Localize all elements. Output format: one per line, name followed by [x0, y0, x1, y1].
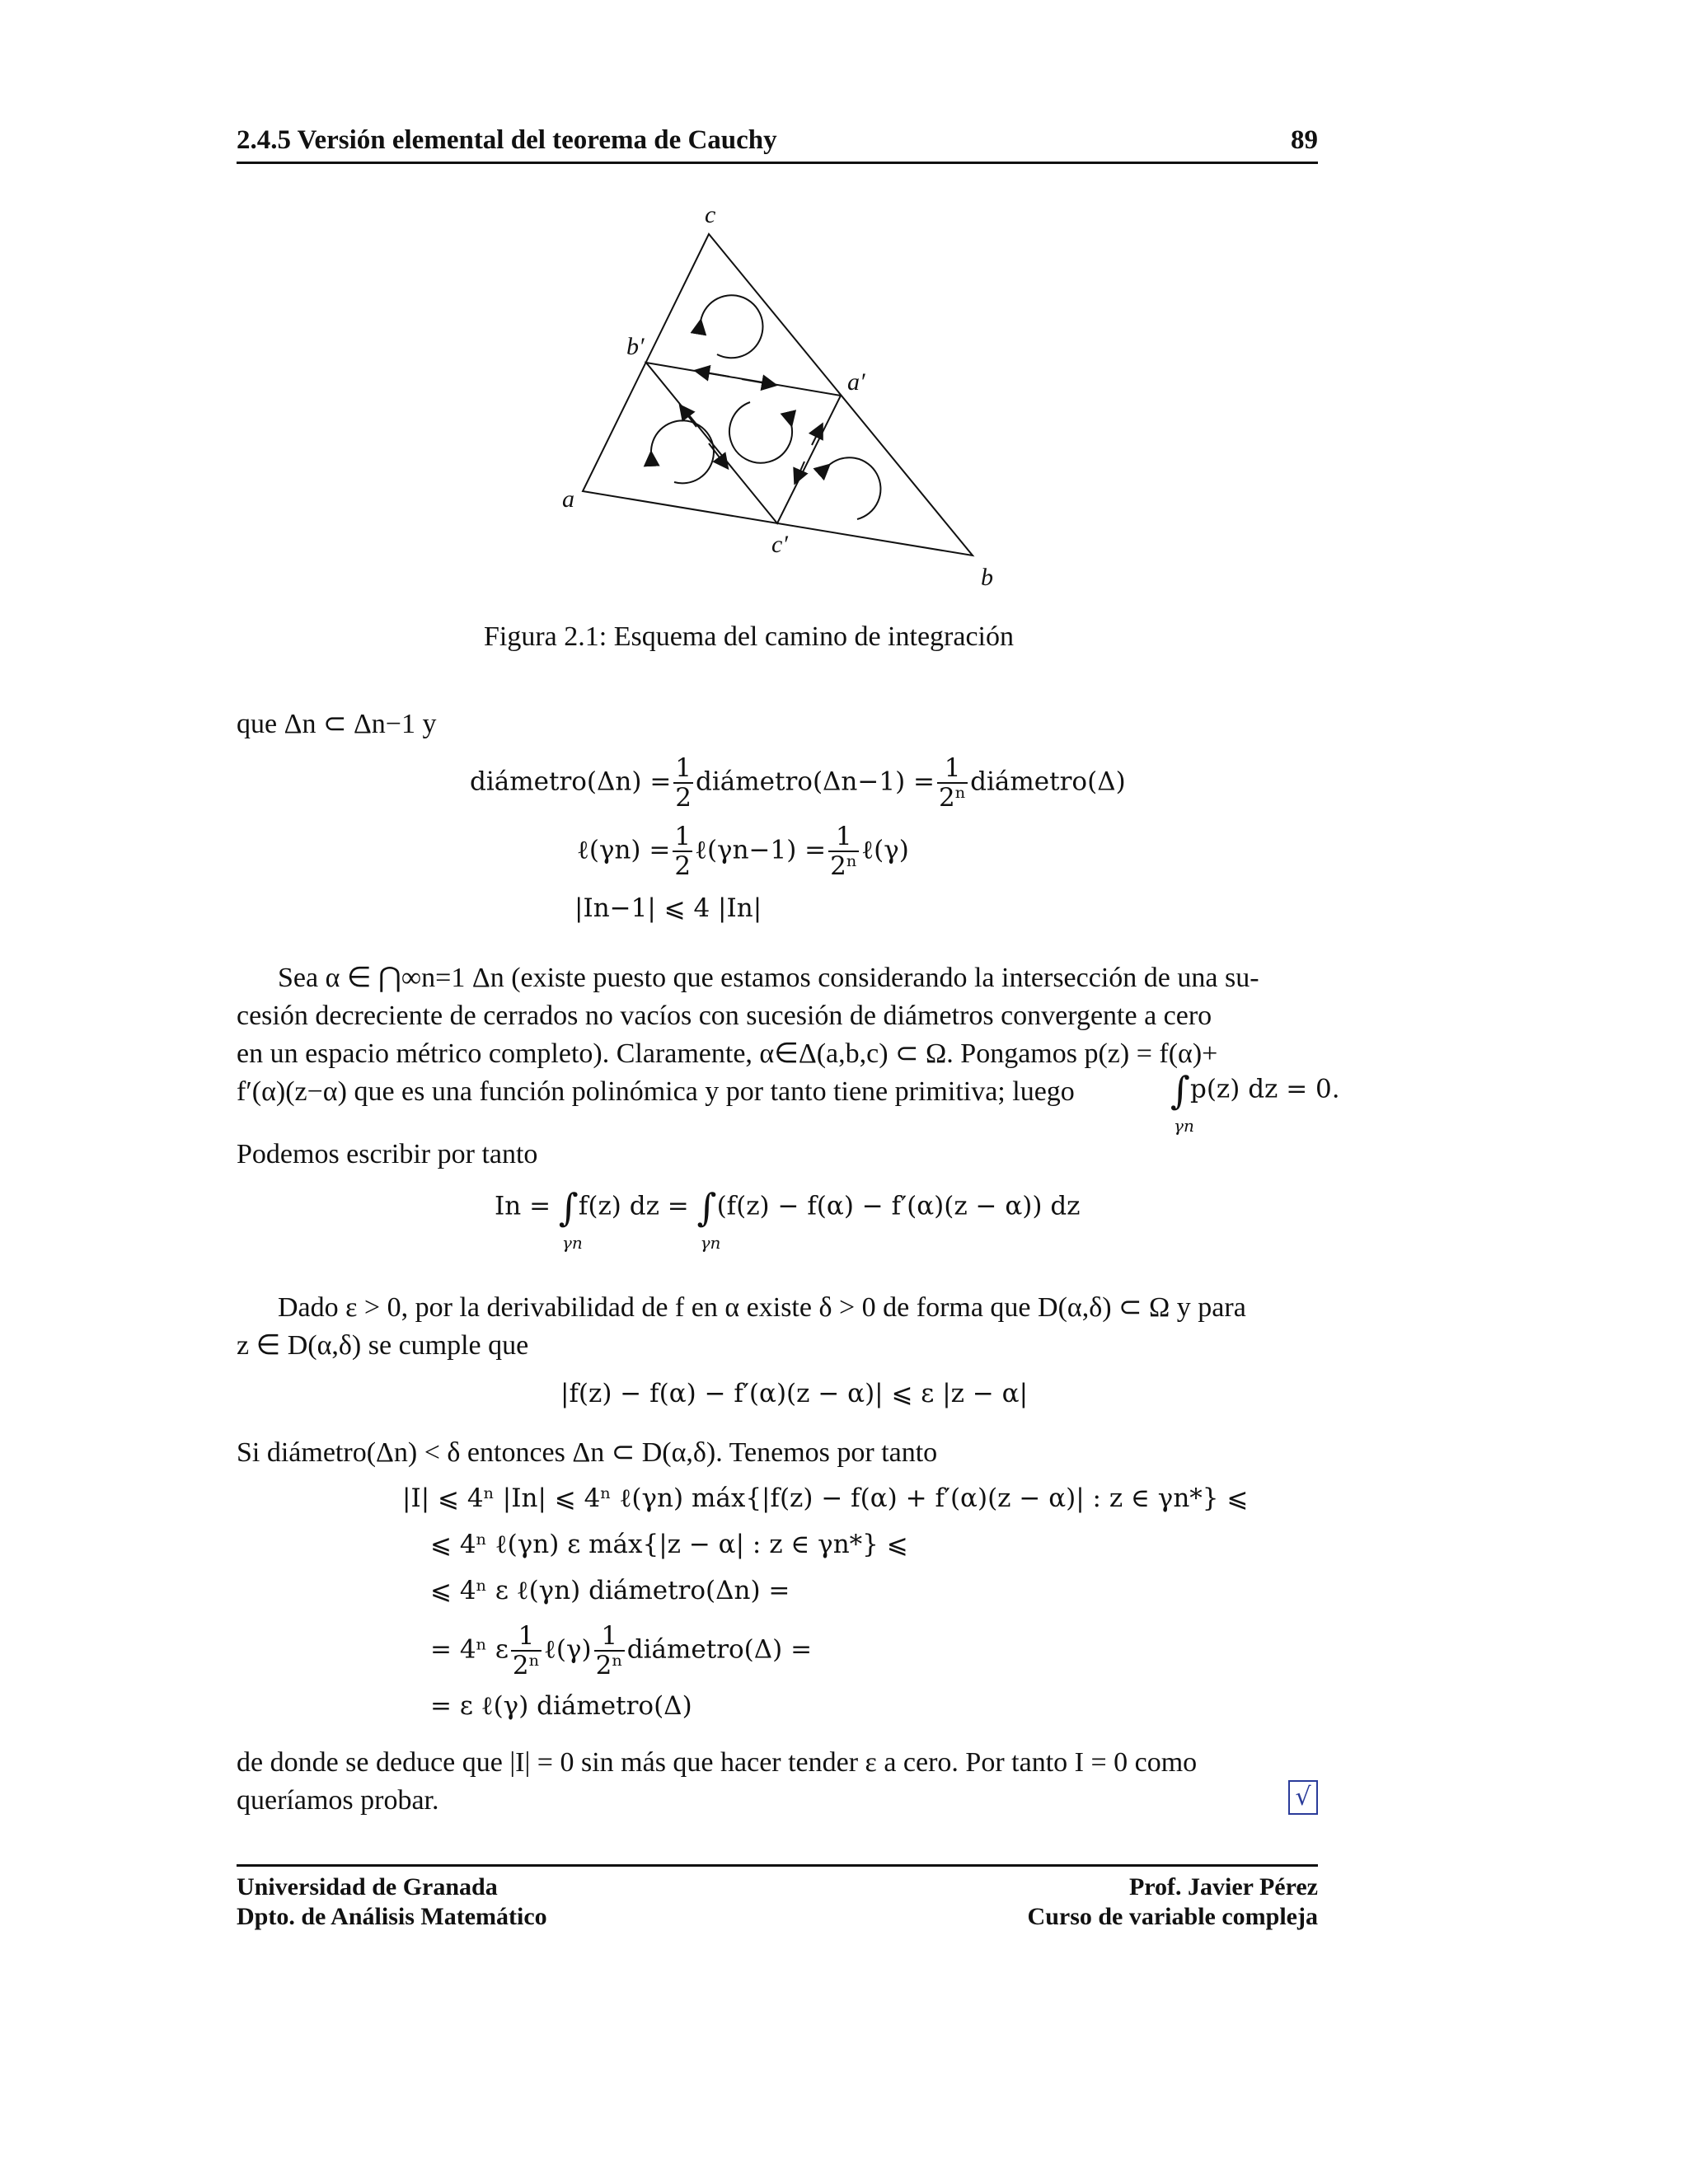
edge-arrow-left-1	[681, 406, 696, 427]
outer-triangle	[583, 234, 973, 555]
edge-arrow-top-1	[742, 379, 775, 385]
paragraph-line: en un espacio métrico completo). Claramente, α∈Δ(a,b,c) ⊂ Ω. Pongamos p(z) = f(α)+	[237, 1038, 1218, 1069]
triangle-diagram	[544, 198, 1022, 602]
chain-line-2: ⩽ 4ⁿ ℓ(γn) ε máx{|z − α| : z ∈ γn*} ⩽	[430, 1530, 908, 1559]
section-title: 2.4.5 Versión elemental del teorema de Cauchy	[237, 125, 777, 155]
footer-course: Curso de variable compleja	[1027, 1903, 1318, 1930]
inline-integral: ∫ γn p(z) dz = 0.	[1170, 1068, 1340, 1136]
figure-caption: Figura 2.1: Esquema del camino de integración	[484, 621, 1014, 652]
chain-line-4: = 4ⁿ ε $\frac{1}{\text{2ⁿ}}$ ℓ(γ) $\frac{1}{\text{2ⁿ}}$ diámetro(Δ) =	[430, 1621, 813, 1680]
paragraph-line: Dado ε > 0, por la derivabilidad de f en α existe δ > 0 de forma que D(α,δ) ⊂ Ω y para	[278, 1292, 1246, 1323]
final-line: queríamos probar.	[237, 1785, 439, 1816]
equation-length: ℓ(γn) = $\frac{1}{2}$ ℓ(γn−1) = $\frac{1}{\text{2ⁿ}}$ ℓ(γ)	[577, 822, 909, 881]
equation-integral-bound: |In−1| ⩽ 4 |In|	[574, 893, 762, 923]
paragraph-line: f′(α)(z−α) que es una función polinómica y por tanto tiene primitiva; luego	[237, 1076, 1075, 1107]
footer-department: Dpto. de Análisis Matemático	[237, 1903, 547, 1930]
circ-arrow-left	[651, 420, 714, 483]
edge-arrow-top-2	[696, 371, 729, 377]
si-line: Si diámetro(Δn) < δ entonces Δn ⊂ D(α,δ). Tenemos por tanto	[237, 1437, 938, 1468]
label-b-prime: b′	[626, 333, 645, 360]
label-a: a	[562, 485, 574, 513]
inner-triangle	[646, 363, 841, 523]
chain-line-5: = ε ℓ(γ) diámetro(Δ)	[430, 1691, 692, 1721]
equation-In: In = ∫ γn f(z) dz = ∫ γn (f(z) − f(α) − f′(α)(z − α)) dz	[495, 1185, 1081, 1253]
page-header	[237, 124, 1318, 164]
paragraph-line: z ∈ D(α,δ) se cumple que	[237, 1330, 529, 1361]
label-b: b	[981, 564, 993, 591]
label-c: c	[705, 201, 716, 228]
circ-arrow-top	[701, 295, 762, 358]
qed-checkbox-icon: √	[1288, 1780, 1318, 1815]
page-footer	[237, 1864, 1318, 1936]
equation-derivative-bound: |f(z) − f(α) − f′(α)(z − α)| ⩽ ε |z − α|	[560, 1379, 1029, 1408]
equation-diameter: diámetro(Δn) = $\frac{1}{2}$ diámetro(Δn−1) = $\frac{1}{\text{2ⁿ}}$ diámetro(Δ)	[470, 753, 1126, 813]
footer-university: Universidad de Granada	[237, 1873, 498, 1900]
intro-line: que Δn ⊂ Δn−1 y	[237, 709, 437, 739]
label-a-prime: a′	[847, 368, 865, 396]
circ-arrow-right	[828, 457, 880, 519]
paragraph-line: Sea α ∈ ⋂∞n=1 Δn (existe puesto que estamos considerando la intersección de una su-	[278, 963, 1259, 993]
podemos-line: Podemos escribir por tanto	[237, 1139, 538, 1169]
paragraph-line: cesión decreciente de cerrados no vacíos con sucesión de diámetros convergente a cero	[237, 1001, 1212, 1031]
page-number: 89	[1291, 125, 1318, 155]
chain-line-3: ⩽ 4ⁿ ε ℓ(γn) diámetro(Δn) =	[430, 1576, 790, 1605]
final-line: de donde se deduce que |I| = 0 sin más que hacer tender ε a cero. Por tanto I = 0 como	[237, 1747, 1198, 1778]
circ-arrow-center	[729, 402, 792, 463]
label-c-prime: c′	[771, 531, 788, 558]
integration-path-figure	[544, 198, 1022, 602]
chain-line-1: |I| ⩽ 4ⁿ |In| ⩽ 4ⁿ ℓ(γn) máx{|f(z) − f(α) + f′(α)(z − α)| : z ∈ γn*} ⩽	[402, 1483, 1249, 1513]
footer-author: Prof. Javier Pérez	[1128, 1873, 1318, 1900]
